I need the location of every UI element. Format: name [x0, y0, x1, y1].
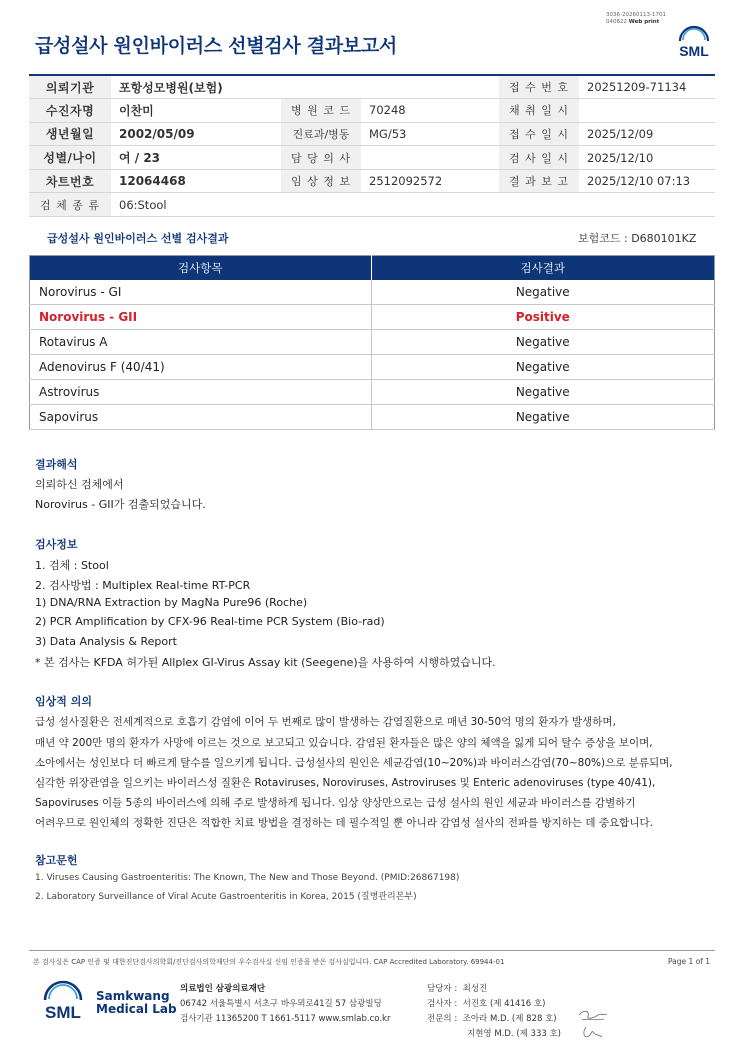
request-org-value: 포항성모병원(보험): [111, 75, 499, 99]
result-item: Norovirus - GII: [30, 305, 372, 330]
sml-logo-text: SML: [45, 1003, 81, 1022]
clinical-info-label: 임 상 정 보: [281, 169, 361, 193]
results-section-title: 급성설사 원인바이러스 선별 검사결과: [47, 232, 229, 245]
test-info-title: 검사정보: [35, 538, 78, 551]
collect-date-label: 채 취 일 시: [499, 99, 579, 123]
staff-role: 담당자 :: [427, 984, 458, 994]
info-row: [29, 169, 715, 193]
result-item: Norovirus - GI: [30, 280, 372, 305]
clinical-info-value: 2512092572: [361, 169, 499, 193]
result-row: [30, 380, 715, 405]
dept-value: MG/53: [361, 122, 499, 146]
staff-role: 전문의 :: [427, 1014, 458, 1024]
lab-contact: 검사기관 11365200 T 1661-5117 www.smlab.co.kr: [180, 1014, 391, 1024]
receive-date-value: 2025/12/09: [579, 122, 715, 146]
sex-age-value: 여 / 23: [111, 146, 281, 170]
results-header-row: [30, 256, 715, 280]
patient-info-table: [29, 74, 715, 217]
report-title: 급성설사 원인바이러스 선별검사 결과보고서: [35, 35, 397, 57]
result-value: Negative: [371, 405, 715, 430]
clinical-significance-line: 어려우므로 원인체의 정확한 진단은 적합한 치료 방법을 결정하는 데 필수적일 뿐 아니라 감염성 설사의 전파를 방지하는 데 중요합니다.: [35, 817, 653, 829]
specimen-value: 06:Stool: [111, 193, 715, 217]
results-table: [29, 255, 715, 430]
info-row: [29, 99, 715, 123]
sml-logo-icon: [672, 24, 716, 64]
test-info-line: 1. 검체 : Stool: [35, 559, 109, 572]
test-info-line: * 본 검사는 KFDA 허가된 Allplex GI-Virus Assay kit (Seegene)을 사용하여 시행하였습니다.: [35, 656, 496, 669]
result-item: Adenovirus F (40/41): [30, 355, 372, 380]
document-code: [606, 12, 666, 26]
result-row: [30, 330, 715, 355]
staff-name: 최성진: [462, 984, 488, 994]
chart-no-value: 12064468: [111, 169, 281, 193]
interpretation-line: 의뢰하신 검체에서: [35, 478, 124, 491]
footer-divider: [29, 950, 715, 951]
page-number: Page 1 of 1: [668, 957, 711, 966]
result-row: [30, 405, 715, 430]
sml-logo-text: SML: [679, 43, 709, 59]
test-date-label: 검 사 일 시: [499, 146, 579, 170]
collect-date-value: [579, 99, 715, 123]
test-info-line: 2. 검사방법 : Multiplex Real-time RT-PCR: [35, 579, 251, 592]
result-value: Negative: [371, 355, 715, 380]
clinical-significance-line: 급성 설사질환은 전세계적으로 호흡기 감염에 이어 두 번째로 많이 발생하는 감염질환으로 매년 30-50억 명의 환자가 발생하며,: [35, 716, 616, 728]
hospital-code-label: 병 원 코 드: [281, 99, 361, 123]
doctor-label: 담 당 의 사: [281, 146, 361, 170]
receipt-no-label: 접 수 번 호: [499, 75, 579, 99]
lab-address: 06742 서울특별시 서초구 바우뫼로41길 57 삼광빌딩: [180, 999, 382, 1009]
receive-date-label: 접 수 일 시: [499, 122, 579, 146]
clinical-significance-title: 임상적 의의: [35, 695, 92, 708]
reference-item: 2. Laboratory Surveillance of Viral Acute Gastroenteritis in Korea, 2015 (질병관리본부): [35, 892, 417, 902]
staff-line: [427, 1012, 557, 1024]
result-value: Negative: [371, 330, 715, 355]
clinical-significance-line: 심각한 위장관염을 일으키는 바이러스성 질환은 Rotaviruses, Noroviruses, Astroviruses 및 Enteric adenoviruses (type 40/41),: [35, 777, 656, 789]
result-row-positive: [30, 305, 715, 330]
specimen-label: 검 체 종 류: [29, 193, 111, 217]
sex-age-label: 성별/나이: [29, 146, 111, 170]
staff-line: [427, 997, 545, 1009]
staff-name: 지현영 M.D. (제 333 호): [467, 1029, 562, 1039]
foundation-name: 의료법인 삼광의료재단: [180, 984, 266, 994]
result-value: Negative: [371, 280, 715, 305]
accreditation-note: 본 검사실은 CAP 인증 및 대한진단검사의학회/진단검사의학재단의 우수검사실 신임 인증을 받은 검사실입니다. CAP Accredited Laboratory. 69944-01: [33, 958, 505, 966]
web-print-label: Web print: [628, 19, 660, 25]
test-info-line: 3) Data Analysis & Report: [35, 635, 177, 648]
lab-name: [96, 990, 177, 1016]
lab-name-line2: Medical Lab: [96, 1002, 177, 1016]
result-item: Rotavirus A: [30, 330, 372, 355]
signature-icon: [580, 1024, 606, 1042]
patient-name-label: 수진자명: [29, 99, 111, 123]
hospital-code-value: 70248: [361, 99, 499, 123]
result-item: Sapovirus: [30, 405, 372, 430]
result-row: [30, 355, 715, 380]
staff-name: 조아라 M.D. (제 828 호): [462, 1014, 557, 1024]
col-item-header: 검사항목: [30, 256, 372, 280]
result-value: Positive: [371, 305, 715, 330]
info-row: [29, 193, 715, 217]
test-date-value: 2025/12/10: [579, 146, 715, 170]
result-row: [30, 280, 715, 305]
interpretation-line: Norovirus - GII가 검출되었습니다.: [35, 498, 206, 511]
birth-label: 생년월일: [29, 122, 111, 146]
info-row: [29, 146, 715, 170]
birth-value: 2002/05/09: [111, 122, 281, 146]
test-info-line: 2) PCR Amplification by CFX-96 Real-time PCR System (Bio-rad): [35, 615, 385, 628]
result-value: Negative: [371, 380, 715, 405]
report-date-value: 2025/12/10 07:13: [579, 169, 715, 193]
info-row: [29, 75, 715, 99]
report-date-label: 결 과 보 고: [499, 169, 579, 193]
info-row: [29, 122, 715, 146]
staff-name: 서진호 (제 41416 호): [462, 999, 546, 1009]
insurance-code: 보험코드 : D680101KZ: [578, 232, 697, 245]
clinical-significance-line: Sapoviruses 이들 5종의 바이러스에 의해 주로 발생하게 됩니다. 임상 양상만으로는 급성 설사의 원인 세균과 바이러스를 감별하기: [35, 797, 636, 809]
document-code-line2: 040822: [606, 19, 627, 25]
test-info-line: 1) DNA/RNA Extraction by MagNa Pure96 (Roche): [35, 596, 308, 609]
clinical-significance-line: 매년 약 200만 명의 환자가 사망에 이르는 것으로 보고되고 있습니다. 감염된 환자들은 많은 양의 체액을 잃게 되어 탈수 증상을 보이며,: [35, 737, 653, 749]
staff-line: [467, 1027, 561, 1039]
staff-role: 검사자 :: [427, 999, 458, 1009]
lab-name-line1: Samkwang: [96, 989, 170, 1003]
sml-logo-icon: [36, 980, 90, 1026]
request-org-label: 의뢰기관: [29, 75, 111, 99]
dept-label: 진료과/병동: [281, 122, 361, 146]
references-title: 참고문헌: [35, 854, 78, 867]
reference-item: 1. Viruses Causing Gastroenteritis: The Known, The New and Those Beyond. (PMID:26867198): [35, 873, 460, 883]
doctor-value: [361, 146, 499, 170]
interpretation-title: 결과해석: [35, 458, 78, 471]
staff-line: [427, 982, 487, 994]
clinical-significance-line: 소아에서는 성인보다 더 빠르게 탈수를 일으키게 됩니다. 급성설사의 원인은 세균감염(10~20%)과 바이러스감염(70~80%)으로 분류되며,: [35, 757, 673, 769]
result-item: Astrovirus: [30, 380, 372, 405]
signature-icon: [576, 1007, 610, 1025]
chart-no-label: 차트번호: [29, 169, 111, 193]
patient-name-value: 이찬미: [111, 99, 281, 123]
document-code-line1: 3036-20260113-1701: [606, 12, 666, 18]
receipt-no-value: 20251209-71134: [579, 75, 715, 99]
col-result-header: 검사결과: [371, 256, 715, 280]
